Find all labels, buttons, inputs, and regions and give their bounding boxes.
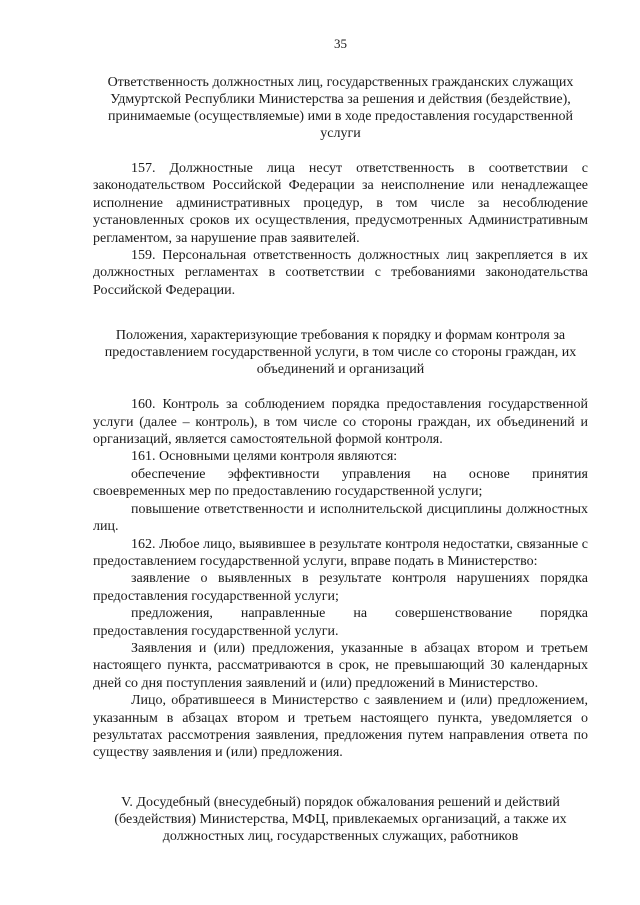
paragraph-162-notification: Лицо, обратившееся в Министерство с заявлением и (или) предложением, указанным в абзацах втором и третьем настоящего пункта, уведомляется о результатах рассмотрения заявления, предложения путем направления ответа по существу заявления и (или) предложения. — [93, 693, 588, 761]
section-body-responsibility — [93, 160, 588, 299]
paragraph-161-item-1: обеспечение эффективности управления на основе принятия своевременных мер по предоставлению государственной услуги; — [93, 466, 588, 500]
paragraph-162-item-2: предложения, направленные на совершенствование порядка предоставления государственной услуги. — [93, 606, 588, 639]
page-number: 35 — [334, 36, 347, 51]
section-heading-appeal: V. Досудебный (внесудебный) порядок обжалования решений и действий (бездействия) Министерства, МФЦ, привлекаемых организаций, а также их должностных лиц, государственных служащих, работников — [114, 794, 567, 844]
paragraph-157: 157. Должностные лица несут ответственность в соответствии с законодательством Российской Федерации за неисполнение или ненадлежащее исполнение административных процедур, в том числе за несоблюдение установленных сроков их осуществления, предусмотренных Административным регламентом, за нарушение прав заявителей. — [93, 161, 588, 246]
section-body-control — [93, 396, 588, 762]
paragraph-160: 160. Контроль за соблюдением порядка предоставления государственной услуги (далее – контроль), в том числе со стороны граждан, их объединений и организаций, является самостоятельной формой контроля. — [93, 397, 588, 448]
paragraph-159: 159. Персональная ответственность должностных лиц закрепляется в их должностных регламентах в соответствии с требованиями законодательства Российской Федерации. — [93, 248, 588, 298]
paragraph-161-item-2: повышение ответственности и исполнительской дисциплины должностных лиц. — [93, 501, 588, 535]
section-heading-responsibility: Ответственность должностных лиц, государственных гражданских служащих Удмуртской Республики Министерства за решения и действия (бездействие), принимаемые (осуществляемые) ими в ходе предоставления государственной услуги — [107, 75, 574, 141]
paragraph-162-review: Заявления и (или) предложения, указанные в абзацах втором и третьем настоящего пункта, рассматриваются в срок, не превышающий 30 календарных дней со дня поступления заявлений и (или) предложений в Министерство. — [93, 640, 588, 691]
paragraph-162: 162. Любое лицо, выявившее в результате контроля недостатки, связанные с предоставлением государственной услуги, вправе подать в Министерство: — [93, 536, 588, 569]
section-heading-control: Положения, характеризующие требования к порядку и формам контроля за предоставлением государственной услуги, в том числе со стороны граждан, их объединений и организаций — [104, 328, 577, 378]
paragraph-161: 161. Основными целями контроля являются: — [131, 449, 398, 465]
paragraph-162-item-1: заявление о выявленных в результате контроля нарушениях порядка предоставления государственной услуги; — [93, 571, 588, 604]
